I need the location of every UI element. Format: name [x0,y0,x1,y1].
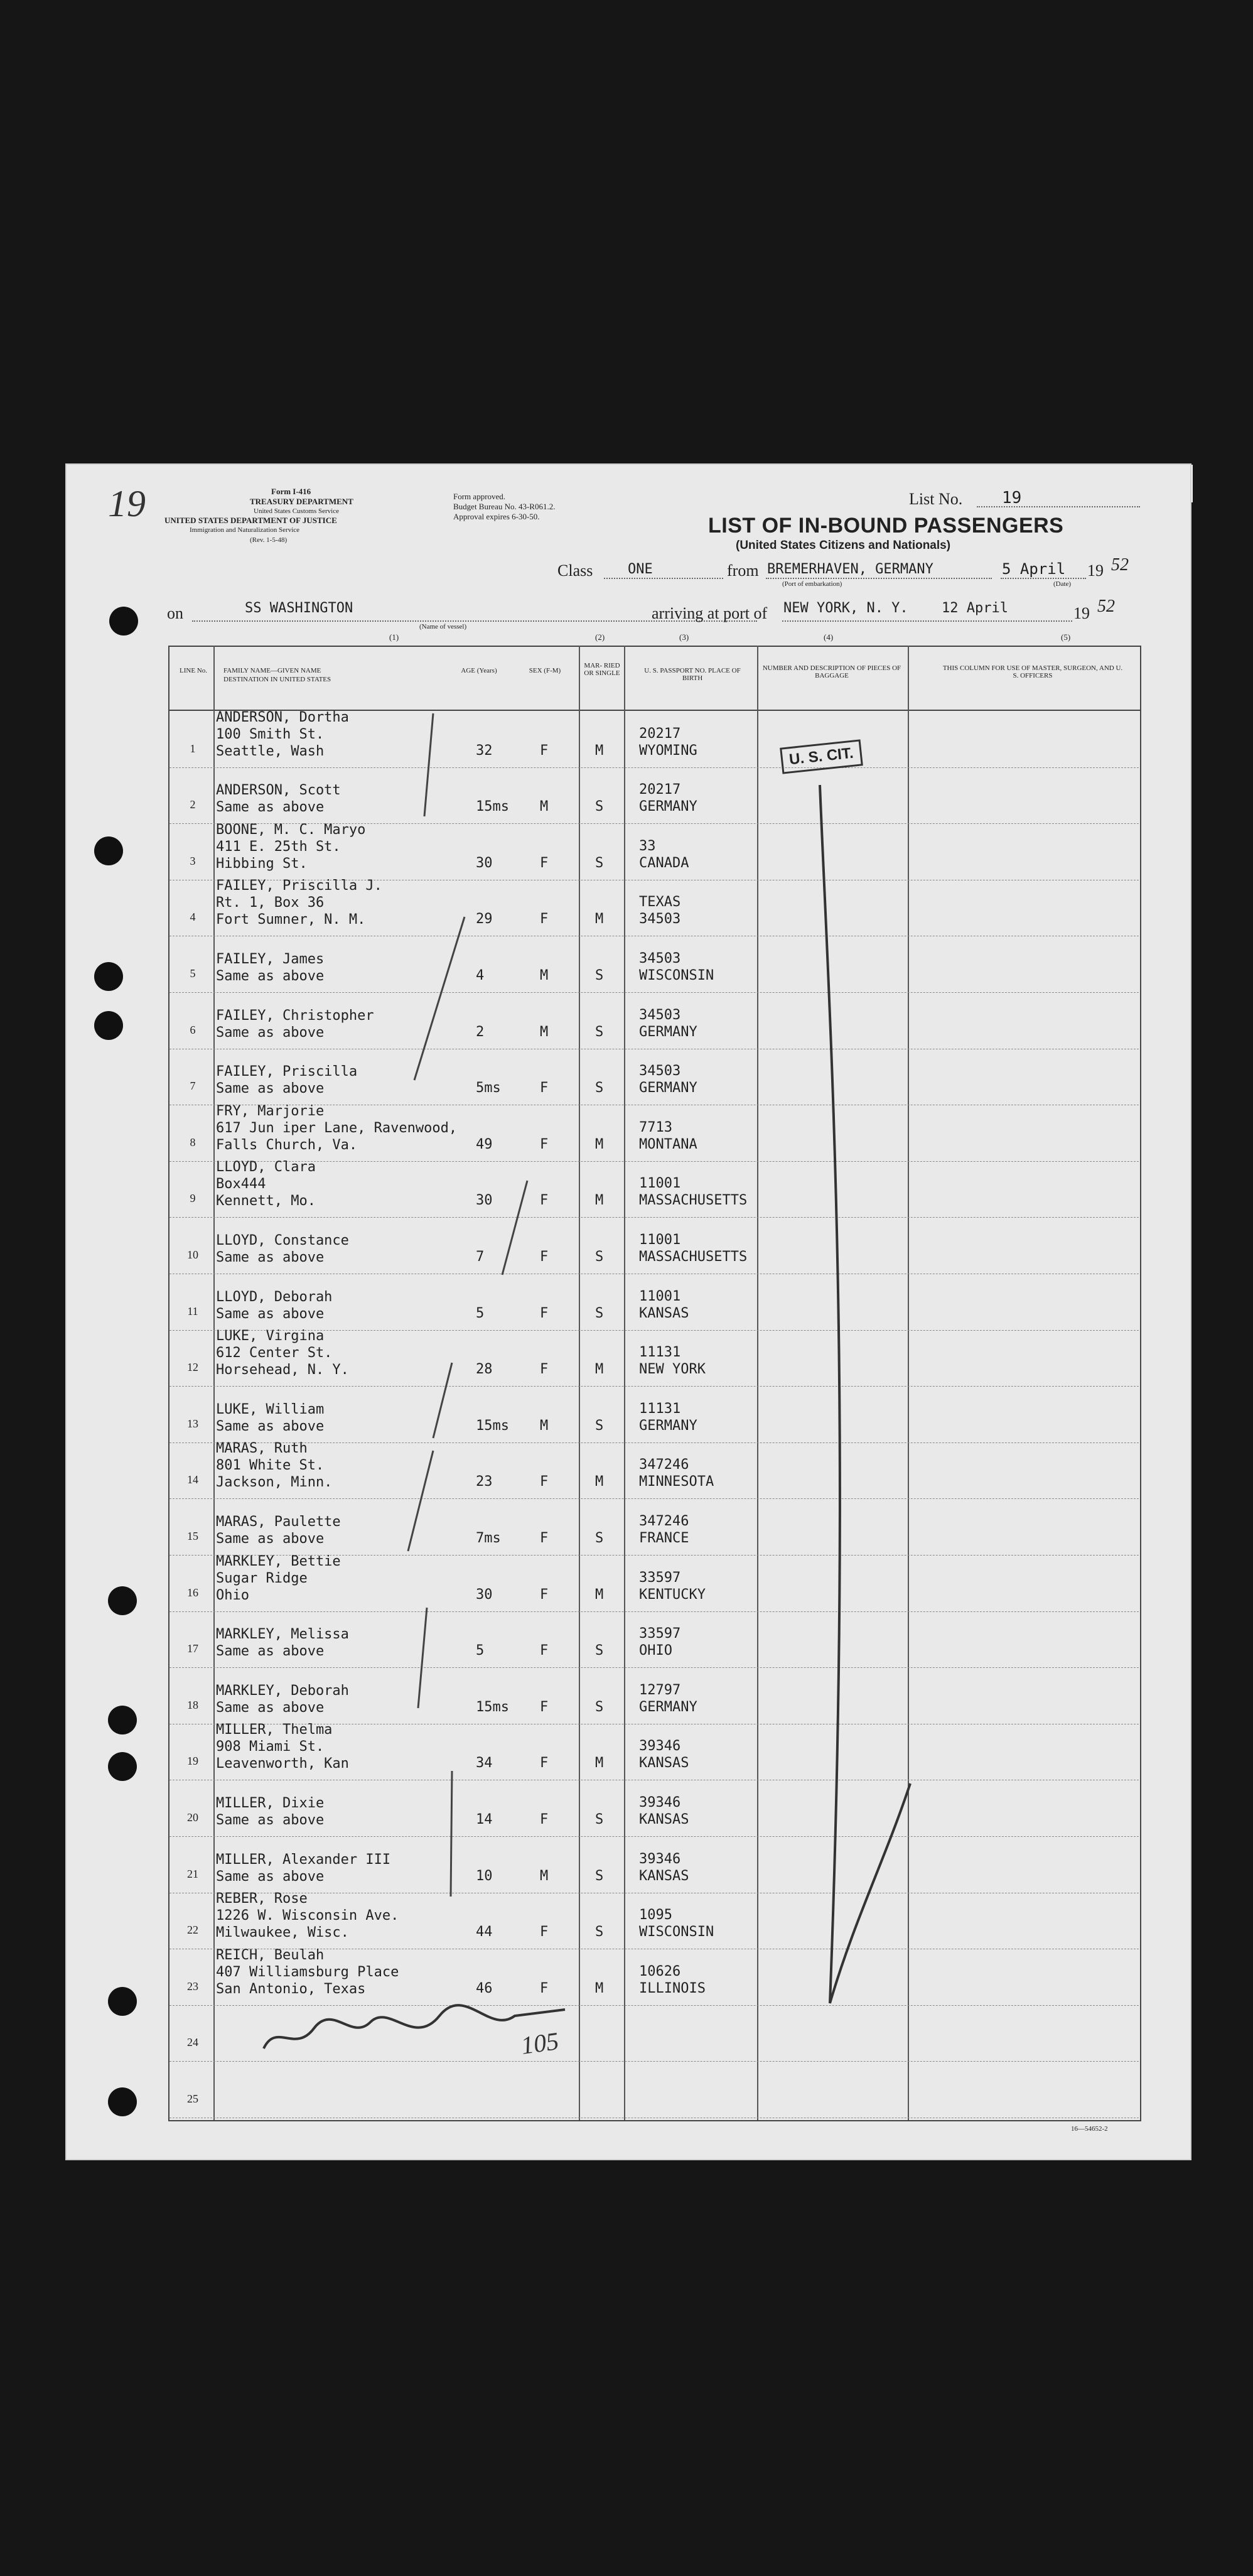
age-cell: 10 [476,1868,493,1884]
passport-birthplace-line: GERMANY [639,1417,697,1434]
passenger-name-line: REBER, Rose [216,1891,308,1907]
arrival-year-prefix: 19 [1073,604,1090,622]
passenger-name-line: Ohio [216,1587,249,1603]
passport-birthplace-line: 33597 [639,1626,681,1642]
line-number: 22 [187,1924,198,1937]
on-label: on [167,604,183,622]
sex-cell: F [540,1080,549,1096]
sex-cell: F [540,1305,549,1321]
age-cell: 28 [476,1361,493,1378]
passenger-name-line: Rt. 1, Box 36 [216,895,325,911]
passport-birthplace-line: CANADA [639,855,689,871]
passenger-name-line: Falls Church, Va. [216,1137,358,1153]
marital-cell: M [595,1361,604,1378]
line-number: 11 [187,1304,198,1318]
sex-cell: F [540,1136,549,1152]
passenger-name-line: 100 Smith St. [216,726,325,742]
passport-birthplace-line: 33597 [639,1569,681,1586]
header-passport: U. S. PASSPORT NO. PLACE OF BIRTH [644,667,741,682]
marital-cell: M [595,1980,604,1996]
passenger-name-line: Same as above [216,1531,325,1547]
passenger-name-line: Horsehead, N. Y. [216,1362,349,1378]
sex-cell: M [540,968,549,983]
list-no-label: List No. [909,490,963,508]
line-number: 19 [187,1755,198,1768]
passenger-name-line: FAILEY, James [216,951,325,967]
line-number: 16 [187,1586,198,1599]
marital-cell: S [595,1305,604,1321]
sex-cell: F [540,1586,549,1603]
col-num-5: (5) [1061,632,1071,642]
header-married: MAR- RIED OR SINGLE [584,662,620,677]
passenger-name-line: FAILEY, Priscilla J. [216,878,382,894]
passport-birthplace-line: 34503 [639,1063,681,1080]
passport-birthplace-line: 10626 [639,1963,681,1979]
baggage-check-stroke [830,1783,910,2003]
age-cell: 23 [476,1474,493,1490]
passenger-name-line: Same as above [216,1306,325,1322]
age-cell: 30 [476,1586,493,1603]
passport-birthplace-line: GERMANY [639,1699,697,1715]
approval-line-2: Budget Bureau No. 43-R061.2. [453,502,556,511]
col-num-1: (1) [389,632,399,642]
line-number: 15 [187,1530,198,1542]
passenger-name-line: LUKE, William [216,1401,325,1417]
vessel-name: SS WASHINGTON [245,600,353,616]
marital-cell: M [595,911,604,928]
sex-cell: M [540,1868,549,1884]
sex-cell: F [540,1193,549,1209]
age-cell: 30 [476,855,493,871]
header-line-no: LINE No. [180,667,207,674]
sex-cell: F [540,1980,549,1996]
us-citizen-stamp: U. S. CIT. [780,739,863,774]
passport-birthplace-line: 20217 [639,725,681,742]
passport-birthplace-line: MASSACHUSETTS [639,1249,748,1265]
passenger-name-line: Same as above [216,1812,325,1828]
passport-birthplace-line: 20217 [639,782,681,798]
age-cell: 49 [476,1136,493,1152]
passenger-name-line: Same as above [216,799,325,816]
passenger-name-line: Kennett, Mo. [216,1193,316,1210]
marital-cell: S [595,1643,604,1659]
form-title: LIST OF IN-BOUND PASSENGERS [708,514,1064,538]
passenger-name-line: Same as above [216,968,325,984]
form-revision: (Rev. 1-5-48) [250,536,288,544]
sex-cell: F [540,1474,549,1490]
age-cell: 2 [476,1024,485,1040]
passport-birthplace-line: ILLINOIS [639,1980,706,1996]
passport-birthplace-line: MASSACHUSETTS [639,1193,748,1209]
passenger-name-line: Seattle, Wash [216,743,325,759]
line-number: 8 [190,1135,196,1149]
passport-birthplace-line: GERMANY [639,1024,697,1040]
line-number: 3 [190,854,196,867]
line-number: 24 [187,2036,198,2049]
passenger-name-line: Same as above [216,1024,325,1041]
passenger-name-line: 908 Miami St. [216,1739,325,1755]
age-cell: 5ms [476,1080,501,1096]
class-label: Class [557,561,593,580]
age-cell: 34 [476,1755,493,1772]
header-age: AGE (Years) [461,667,497,674]
age-ditto-stroke [414,917,465,1080]
passenger-name-line: MILLER, Dixie [216,1795,325,1811]
sex-cell: F [540,911,549,928]
passenger-name-line: 1226 W. Wisconsin Ave. [216,1908,399,1924]
list-no-value: 19 [1002,489,1022,507]
passport-birthplace-line: KANSAS [639,1305,689,1321]
passenger-name-line: FAILEY, Christopher [216,1007,374,1024]
sex-cell: F [540,1924,549,1940]
line-number: 20 [187,1811,198,1824]
passenger-name-line: Box444 [216,1176,266,1193]
passenger-name-line: 612 Center St. [216,1345,333,1361]
passenger-name-line: REICH, Beulah [216,1947,325,1963]
passport-birthplace-line: 34503 [639,911,681,928]
passenger-name-line: Leavenworth, Kan [216,1756,349,1772]
passenger-name-line: FAILEY, Priscilla [216,1064,358,1080]
passenger-name-line: BOONE, M. C. Maryo [216,821,366,838]
marital-cell: S [595,1699,604,1715]
passenger-name-line: 801 White St. [216,1458,325,1474]
header-name: FAMILY NAME—GIVEN NAME [223,667,321,674]
passport-birthplace-line: 1095 [639,1907,672,1924]
age-cell: 44 [476,1924,493,1940]
passport-birthplace-line: NEW YORK [639,1361,706,1378]
passenger-name-line: ANDERSON, Dortha [216,709,349,725]
passport-birthplace-line: KENTUCKY [639,1586,706,1603]
passport-birthplace-line: KANSAS [639,1755,689,1772]
marital-cell: M [595,1755,604,1772]
approval-line-1: Form approved. [453,492,506,501]
form-subtitle: (United States Citizens and Nationals) [736,539,951,552]
form-number: Form I-416 [271,487,311,496]
age-cell: 7ms [476,1530,501,1546]
line-number: 9 [190,1192,196,1205]
date-year-prefix: 19 [1087,561,1104,580]
passenger-name-line: MILLER, Alexander III [216,1851,391,1868]
passenger-name-line: LLOYD, Constance [216,1233,349,1248]
line-number: 23 [187,1979,198,1993]
date-caption: (Date) [1053,580,1072,588]
vessel-caption: (Name of vessel) [419,623,467,630]
passenger-name-line: ANDERSON, Scott [216,782,341,799]
passport-birthplace-line: KANSAS [639,1868,689,1884]
line-number: 18 [187,1698,198,1711]
age-ditto-stroke [433,1363,452,1438]
passenger-name-line: MILLER, Thelma [216,1722,333,1738]
passenger-name-line: Hibbing St. [216,855,308,872]
date-year: 52 [1111,555,1129,575]
marital-cell: S [595,1924,604,1940]
sex-cell: F [540,1755,549,1772]
arrival-year: 52 [1097,597,1115,616]
passport-birthplace-line: 11001 [639,1176,681,1192]
marital-cell: S [595,1417,604,1434]
passport-birthplace-line: WISCONSIN [639,968,714,983]
passport-birthplace-line: 39346 [639,1795,681,1810]
sex-cell: F [540,1361,549,1378]
class-value: ONE [628,561,653,577]
sex-cell: F [540,1699,549,1715]
line-number: 17 [187,1642,198,1655]
line-number: 2 [190,798,196,811]
passenger-name-line: MARAS, Ruth [216,1441,308,1457]
age-cell: 32 [476,742,493,759]
handwritten-number: 105 [519,2027,561,2060]
sex-cell: F [540,1643,549,1659]
passenger-name-line: MARKLEY, Deborah [216,1682,349,1699]
age-cell: 46 [476,1980,493,1996]
sex-cell: F [540,1530,549,1546]
header-destination: DESTINATION IN UNITED STATES [223,676,331,683]
from-caption: (Port of embarkation) [782,580,842,588]
age-cell: 29 [476,911,493,928]
passport-birthplace-line: 12797 [639,1682,681,1698]
col-num-4: (4) [824,632,834,642]
marital-cell: M [595,1136,604,1152]
header-sex: SEX (F-M) [529,667,561,674]
passenger-name-line: Milwaukee, Wisc. [216,1925,349,1941]
baggage-ditto-line [820,785,840,2003]
passenger-name-line: Jackson, Minn. [216,1475,333,1491]
marital-cell: S [595,855,604,871]
passport-birthplace-line: 11001 [639,1232,681,1248]
passenger-name-line: San Antonio, Texas [216,1981,366,1997]
header-officers: THIS COLUMN FOR USE OF MASTER, SURGEON, AND U. S. OFFICERS [942,664,1123,679]
marital-cell: S [595,1868,604,1884]
passenger-name-line: 411 E. 25th St. [216,838,341,855]
age-cell: 30 [476,1193,493,1209]
header-baggage: NUMBER AND DESCRIPTION OF PIECES OF BAGGAGE [762,664,901,679]
signature-scrawl [264,2005,565,2048]
passenger-name-line: LLOYD, Deborah [216,1289,333,1305]
passport-birthplace-line: 33 [639,838,656,854]
marital-cell: M [595,1474,604,1490]
passport-birthplace-line: KANSAS [639,1812,689,1827]
passenger-name-line: MARKLEY, Melissa [216,1626,349,1643]
age-cell: 5 [476,1643,485,1659]
sex-cell: M [540,1417,549,1434]
age-ditto-stroke [502,1181,527,1275]
passenger-name-line: Same as above [216,1868,325,1885]
line-number: 4 [190,911,196,924]
line-number: 13 [187,1417,198,1430]
passport-birthplace-line: 11131 [639,1400,681,1417]
passenger-name-line: Fort Sumner, N. M. [216,912,366,928]
arriving-label: arriving at port of [652,604,768,622]
marital-cell: S [595,968,604,983]
passport-birthplace-line: 11001 [639,1288,681,1304]
passenger-name-line: Sugar Ridge [216,1570,308,1586]
passport-birthplace-line: WISCONSIN [639,1924,714,1940]
line-number: 21 [187,1867,198,1880]
from-value: BREMERHAVEN, GERMANY [767,561,933,577]
age-ditto-stroke [408,1451,433,1551]
passenger-name-line: 407 Williamsburg Place [216,1964,399,1980]
age-ditto-stroke [418,1608,427,1708]
marital-cell: M [595,1586,604,1603]
col-num-2: (2) [595,632,605,642]
marital-cell: M [595,742,604,759]
line-number: 1 [190,742,196,755]
passenger-name-line: MARAS, Paulette [216,1514,341,1530]
line-number: 7 [190,1080,196,1093]
passport-birthplace-line: TEXAS [639,894,681,911]
marital-cell: M [595,1193,604,1209]
passenger-name-line: Same as above [216,1699,325,1716]
age-ditto-stroke [424,713,433,816]
passenger-name-line: FRY, Marjorie [216,1103,325,1119]
sex-cell: M [540,1024,549,1040]
passenger-name-line: Same as above [216,1081,325,1097]
line-number: 25 [187,2092,198,2105]
sex-cell: F [540,1812,549,1827]
approval-line-3: Approval expires 6-30-50. [453,512,540,521]
dept-justice: UNITED STATES DEPARTMENT OF JUSTICE [164,516,337,525]
arrival-date: 12 April [942,600,1008,616]
passenger-name-line: MARKLEY, Bettie [216,1553,341,1569]
passenger-name-line: Same as above [216,1643,325,1660]
passport-birthplace-line: 39346 [639,1851,681,1867]
age-cell: 5 [476,1305,485,1321]
passport-birthplace-line: MONTANA [639,1136,697,1152]
line-number: 12 [187,1361,198,1374]
passport-birthplace-line: MINNESOTA [639,1474,714,1490]
passenger-name-line: 617 Jun iper Lane, Ravenwood, [216,1120,458,1136]
age-cell: 15ms [476,799,509,815]
dept-immigration: Immigration and Naturalization Service [190,526,300,534]
footer-code: 16—54652-2 [1071,2125,1108,2133]
dept-customs: United States Customs Service [254,507,339,515]
passport-birthplace-line: OHIO [639,1643,672,1659]
corner-list-mark: 19 [108,483,146,524]
marital-cell: S [595,1024,604,1040]
line-number: 6 [190,1023,196,1036]
passport-birthplace-line: 347246 [639,1513,689,1529]
age-cell: 4 [476,968,485,983]
passport-birthplace-line: 7713 [639,1119,672,1135]
passport-birthplace-line: 34503 [639,1007,681,1023]
marital-cell: S [595,799,604,815]
age-ditto-stroke [451,1771,452,1897]
date-value: 5 April [1002,560,1066,578]
age-cell: 7 [476,1249,485,1265]
passport-birthplace-line: WYOMING [639,742,697,759]
passport-birthplace-line: 11131 [639,1345,681,1361]
marital-cell: S [595,1080,604,1096]
passport-birthplace-line: GERMANY [639,1080,697,1096]
passport-birthplace-line: 347246 [639,1457,689,1473]
passenger-name-line: Same as above [216,1418,325,1434]
passport-birthplace-line: 39346 [639,1738,681,1755]
dept-treasury: TREASURY DEPARTMENT [250,497,353,506]
col-num-3: (3) [679,632,689,642]
sex-cell: F [540,855,549,871]
line-number: 14 [187,1473,198,1486]
passenger-name-line: Same as above [216,1250,325,1265]
sex-cell: F [540,742,549,759]
passenger-name-line: LLOYD, Clara [216,1159,316,1176]
sex-cell: M [540,799,549,815]
marital-cell: S [595,1249,604,1265]
from-label: from [727,561,759,580]
marital-cell: S [595,1530,604,1546]
passport-birthplace-line: GERMANY [639,799,697,815]
line-number: 5 [190,967,196,980]
age-cell: 15ms [476,1417,509,1434]
passport-birthplace-line: 34503 [639,951,681,966]
sex-cell: F [540,1249,549,1265]
line-number: 10 [187,1248,198,1261]
passport-birthplace-line: FRANCE [639,1530,689,1546]
age-cell: 15ms [476,1699,509,1715]
marital-cell: S [595,1812,604,1827]
arrival-port: NEW YORK, N. Y. [783,600,908,616]
age-cell: 14 [476,1812,493,1827]
passenger-name-line: LUKE, Virgina [216,1328,325,1345]
